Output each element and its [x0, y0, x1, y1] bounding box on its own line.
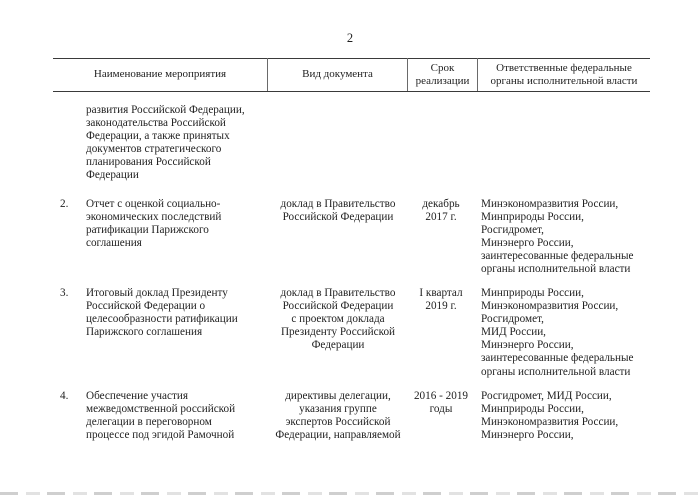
row-org: Минприроды России, Минэкономразвития России, Росгидромет, МИД России, Минэнерго России, заинтересованные федеральные органы исполнительной власти: [481, 287, 634, 378]
continuation-text: развития Российской Федерации, законодательства Российской Федерации, а также принятых документов стратегического планирования Российской Федерации: [86, 104, 245, 182]
row-term: декабрь 2017 г.: [422, 198, 460, 224]
column-header-term: Срок реализации: [415, 61, 470, 87]
row-name: Отчет с оценкой социально- экономических последствий ратификации Парижского соглашения: [86, 198, 222, 250]
table-header-bottom-rule: [53, 91, 650, 92]
page-number: 2: [346, 31, 354, 45]
row-name: Итоговый доклад Президенту Российской Федерации о целесообразности ратификации Парижского соглашения: [86, 287, 238, 339]
row-number: 2.: [60, 198, 69, 210]
row-doc: директивы делегации, указания группе экспертов Российской Федерации, направляемой: [275, 390, 401, 442]
row-term: 2016 - 2019 годы: [413, 390, 469, 416]
row-doc: доклад в Правительство Российской Федерации с проектом доклада Президенту Российской Федерации: [280, 287, 396, 352]
row-doc: доклад в Правительство Российской Федерации: [280, 198, 396, 224]
row-term: I квартал 2019 г.: [419, 287, 463, 313]
row-name: Обеспечение участия межведомственной российской делегации в переговорном процессе под эгидой Рамочной: [86, 390, 236, 442]
column-header-org: Ответственные федеральные органы исполнительной власти: [490, 61, 638, 87]
column-header-name: Наименование мероприятия: [93, 68, 227, 80]
row-org: Минэкономразвития России, Минприроды России, Росгидромет, Минэнерго России, заинтересованные федеральные органы исполнительной власти: [481, 198, 634, 276]
column-header-doc: Вид документа: [302, 68, 373, 80]
row-number: 3.: [60, 287, 69, 299]
row-number: 4.: [60, 390, 69, 402]
row-org: Росгидромет, МИД России, Минприроды России, Минэкономразвития России, Минэнерго России,: [481, 390, 619, 442]
